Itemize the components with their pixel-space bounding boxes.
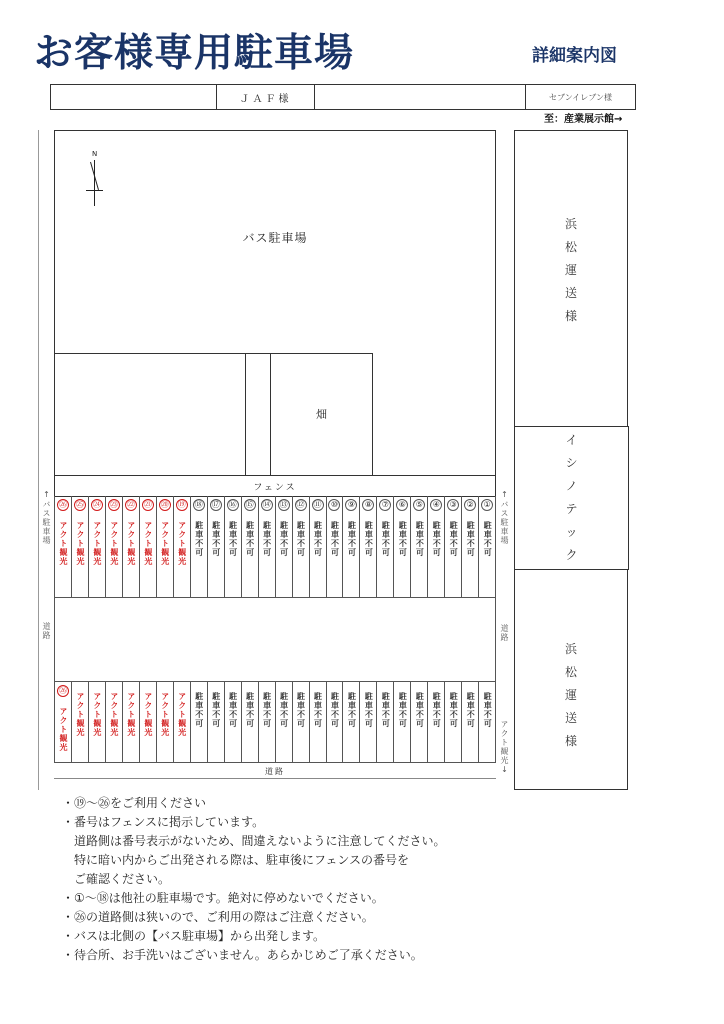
right-bus-label: ↑バス駐車場: [500, 490, 509, 545]
parking-spot: [360, 496, 377, 597]
top-row-left-box: [50, 84, 217, 110]
spot-label: アクト観光: [75, 692, 85, 737]
spot-number: ⑰: [211, 500, 220, 509]
spot-number: ⑱: [194, 500, 203, 509]
parking-spot: [191, 682, 208, 762]
spot-label: 駐車不可: [228, 521, 238, 557]
hamamatsu-unso-bottom: [514, 569, 628, 790]
parking-spot: [343, 682, 360, 762]
parking-spot: [411, 682, 428, 762]
spot-label: アクト観光: [92, 692, 102, 737]
spot-label: 駐車不可: [211, 521, 221, 557]
parking-spot: [106, 682, 123, 762]
spot-number: ③: [447, 499, 459, 511]
building-label-char: 送: [564, 286, 577, 300]
parking-spot: [445, 682, 462, 762]
parking-spot: [462, 496, 479, 597]
spot-label: 駐車不可: [262, 692, 272, 728]
parking-spot: [428, 496, 445, 597]
spot-label: 駐車不可: [296, 521, 306, 557]
parking-spot: [293, 682, 310, 762]
note-item: 特に暗い内からご出発される際は、駐車後にフェンスの番号を: [74, 853, 410, 867]
jaf-label: ＪＡＦ様: [239, 93, 292, 105]
parking-spot: [327, 682, 344, 762]
seven-eleven-label: セブンイレブン様: [549, 92, 612, 102]
parking-spot: [174, 682, 191, 762]
spot-number: ⑨: [345, 499, 357, 511]
note-item: ・バスは北側の【バス駐車場】から出発します。: [62, 929, 326, 943]
spot-label: 駐車不可: [330, 521, 340, 557]
parking-spot: [259, 682, 276, 762]
spot-number: ㉖: [58, 686, 67, 695]
building-label-char: 松: [564, 665, 577, 679]
spot-label: 駐車不可: [415, 521, 425, 557]
spot-number: ⑲: [177, 500, 186, 509]
parking-spot: [54, 496, 72, 597]
note-item: 道路側は番号表示がないため、間違えないように注意してください。: [74, 834, 446, 848]
parking-spot: [89, 682, 106, 762]
spot-number: ⑤: [413, 499, 425, 511]
spot-label: 駐車不可: [262, 521, 272, 557]
hamamatsu-bottom-label: [515, 638, 627, 753]
parking-spot: [157, 682, 174, 762]
spot-label: 駐車不可: [381, 521, 391, 557]
spot-label: 駐車不可: [279, 692, 289, 728]
spot-label: アクト観光: [109, 692, 119, 737]
right-road-label: 道路: [500, 624, 509, 642]
parking-spot: [72, 682, 89, 762]
building-label-char: テ: [565, 502, 578, 516]
building-label-char: 運: [564, 688, 577, 702]
seven-eleven-box: [525, 84, 636, 110]
building-label-char: ク: [565, 548, 578, 562]
building-label-char: 松: [564, 240, 577, 254]
note-item: ご確認ください。: [74, 872, 171, 886]
direction-label: 至：産業展示館→: [544, 114, 623, 125]
north-arrow-icon: [84, 150, 106, 210]
spot-number: ⑳: [160, 500, 169, 509]
building-label-char: 送: [564, 711, 577, 725]
spot-label: 駐車不可: [194, 692, 204, 728]
spot-number: ⑭: [262, 500, 271, 509]
spot-label: 駐車不可: [398, 692, 408, 728]
spot-number: ㉓: [109, 500, 118, 509]
hamamatsu-unso-top: [514, 130, 628, 427]
spot-label: 駐車不可: [245, 692, 255, 728]
parking-spot: [106, 496, 123, 597]
parking-spot: [310, 682, 327, 762]
ishinotec-building: [514, 426, 629, 570]
page-title: お客様専用駐車場: [34, 31, 355, 76]
spot-label: 駐車不可: [194, 521, 204, 557]
spot-label: 駐車不可: [466, 521, 476, 557]
road-bottom-label: 道路: [265, 767, 285, 776]
field-label: 畑: [316, 408, 327, 421]
spot-number: ①: [481, 499, 493, 511]
spot-label: アクト観光: [160, 521, 170, 566]
parking-spot: [462, 682, 479, 762]
spot-label: アクト観光: [109, 521, 119, 566]
parking-spot: [208, 682, 225, 762]
parking-spot: [123, 496, 140, 597]
spot-number: ⑯: [228, 500, 237, 509]
building-label-char: ッ: [565, 525, 578, 539]
building-label-char: 様: [564, 734, 577, 748]
spot-number: ⑪: [313, 500, 322, 509]
note-item: ・番号はフェンスに掲示しています。: [62, 815, 265, 829]
note-item: ・㉖の道路側は狭いので、ご利用の際はご注意ください。: [62, 910, 374, 924]
lower-left-block: [54, 353, 246, 476]
spot-label: アクト観光: [126, 521, 136, 566]
parking-spot: [377, 682, 394, 762]
parking-spot: [479, 682, 496, 762]
parking-spot: [242, 682, 259, 762]
parking-spot: [394, 682, 411, 762]
fence: [54, 475, 496, 497]
spot-label: アクト観光: [177, 692, 187, 737]
spot-label: 駐車不可: [432, 692, 442, 728]
field-block: [270, 353, 373, 476]
spot-label: 駐車不可: [296, 692, 306, 728]
building-label-char: 浜: [564, 642, 577, 656]
parking-spot: [479, 496, 496, 597]
spot-number: ⑥: [396, 499, 408, 511]
parking-spot: [343, 496, 360, 597]
spot-number: ㉔: [92, 500, 101, 509]
spot-number: ⑩: [328, 499, 340, 511]
note-item: ・①～⑱は他社の駐車場です。絶対に停めないでください。: [62, 891, 384, 905]
parking-spot: [208, 496, 225, 597]
left-edge-line: [38, 130, 39, 790]
spot-label: アクト観光: [143, 521, 153, 566]
spot-label: アクト観光: [126, 692, 136, 737]
page-subtitle: 詳細案内図: [532, 46, 617, 66]
spot-label: 駐車不可: [347, 692, 357, 728]
spot-number: ㉒: [126, 500, 135, 509]
spot-label: アクト観光: [143, 692, 153, 737]
parking-spot: [428, 682, 445, 762]
spot-label: 駐車不可: [483, 521, 493, 557]
spot-label: 駐車不可: [449, 692, 459, 728]
building-label-char: シ: [565, 456, 578, 470]
spot-label: 駐車不可: [381, 692, 391, 728]
right-act-label: アクト観光↓: [500, 720, 509, 775]
spot-number: ⑦: [379, 499, 391, 511]
spot-label: 駐車不可: [432, 521, 442, 557]
spot-label: アクト観光: [177, 521, 187, 566]
spot-label: 駐車不可: [330, 692, 340, 728]
north-label: N: [92, 150, 98, 158]
parking-spot: [293, 496, 310, 597]
passage-block: [245, 353, 271, 476]
parking-spot: [72, 496, 89, 597]
spot-label: 駐車不可: [415, 692, 425, 728]
spot-number: ⑫: [296, 500, 305, 509]
parking-spot: [191, 496, 208, 597]
parking-spot: [140, 682, 157, 762]
parking-aisle: [54, 597, 496, 681]
parking-spot: [225, 682, 242, 762]
building-label-char: 様: [564, 309, 577, 323]
parking-spot: [394, 496, 411, 597]
spot-number: ㉑: [143, 500, 152, 509]
parking-spot: [377, 496, 394, 597]
parking-spot: [225, 496, 242, 597]
building-label-char: 浜: [564, 217, 577, 231]
spot-label: アクト観光: [160, 692, 170, 737]
spot-label: 駐車不可: [483, 692, 493, 728]
spot-label: アクト観光: [92, 521, 102, 566]
spot-number: ⑧: [362, 499, 374, 511]
spot-label: 駐車不可: [279, 521, 289, 557]
spot-number: ④: [430, 499, 442, 511]
building-label-char: 運: [564, 263, 577, 277]
spot-label: 駐車不可: [211, 692, 221, 728]
parking-spot: [276, 682, 293, 762]
spot-number: ㉕: [75, 500, 84, 509]
spot-label: アクト観光: [75, 521, 85, 566]
fence-label: フェンス: [253, 482, 297, 493]
parking-spot: [123, 682, 140, 762]
parking-spot: [310, 496, 327, 597]
ishinotec-label: [515, 429, 628, 590]
parking-spot: [54, 682, 72, 762]
spot-label: 駐車不可: [466, 692, 476, 728]
spot-number: ②: [464, 499, 476, 511]
spot-label: アクト観光: [58, 521, 68, 566]
road-line: [54, 778, 496, 779]
spot-label: 駐車不可: [347, 521, 357, 557]
parking-spot: [140, 496, 157, 597]
spot-label: 駐車不可: [313, 692, 323, 728]
spot-number: ⑬: [279, 500, 288, 509]
parking-spot: [360, 682, 377, 762]
spot-label: アクト観光: [58, 707, 68, 752]
parking-spot: [242, 496, 259, 597]
left-bus-label: ↑バス駐車場: [42, 490, 51, 545]
spot-label: 駐車不可: [313, 521, 323, 557]
parking-spot: [276, 496, 293, 597]
notes-list: [62, 794, 562, 965]
hamamatsu-top-label: [515, 213, 627, 328]
spot-label: 駐車不可: [364, 521, 374, 557]
spot-label: 駐車不可: [364, 692, 374, 728]
top-row-middle-box: [314, 84, 526, 110]
note-item: ・待合所、お手洗いはございません。あらかじめご了承ください。: [62, 948, 423, 962]
spot-label: 駐車不可: [449, 521, 459, 557]
parking-spot: [445, 496, 462, 597]
bus-parking-label: バス駐車場: [242, 231, 308, 245]
left-road-label: 道路: [42, 622, 51, 640]
parking-spot: [174, 496, 191, 597]
parking-spot: [157, 496, 174, 597]
spot-number: ㉖: [58, 500, 67, 509]
note-item: ・⑲～㉖をご利用ください: [62, 796, 207, 810]
bottom-parking-row: [54, 681, 496, 763]
spot-label: 駐車不可: [398, 521, 408, 557]
top-parking-row: [54, 496, 496, 598]
spot-label: 駐車不可: [228, 692, 238, 728]
spot-label: 駐車不可: [245, 521, 255, 557]
building-label-char: イ: [565, 433, 578, 447]
parking-spot: [259, 496, 276, 597]
parking-spot: [327, 496, 344, 597]
spot-number: ⑮: [245, 500, 254, 509]
parking-spot: [89, 496, 106, 597]
parking-spot: [411, 496, 428, 597]
building-label-char: ノ: [565, 479, 578, 493]
jaf-box: [216, 84, 315, 110]
